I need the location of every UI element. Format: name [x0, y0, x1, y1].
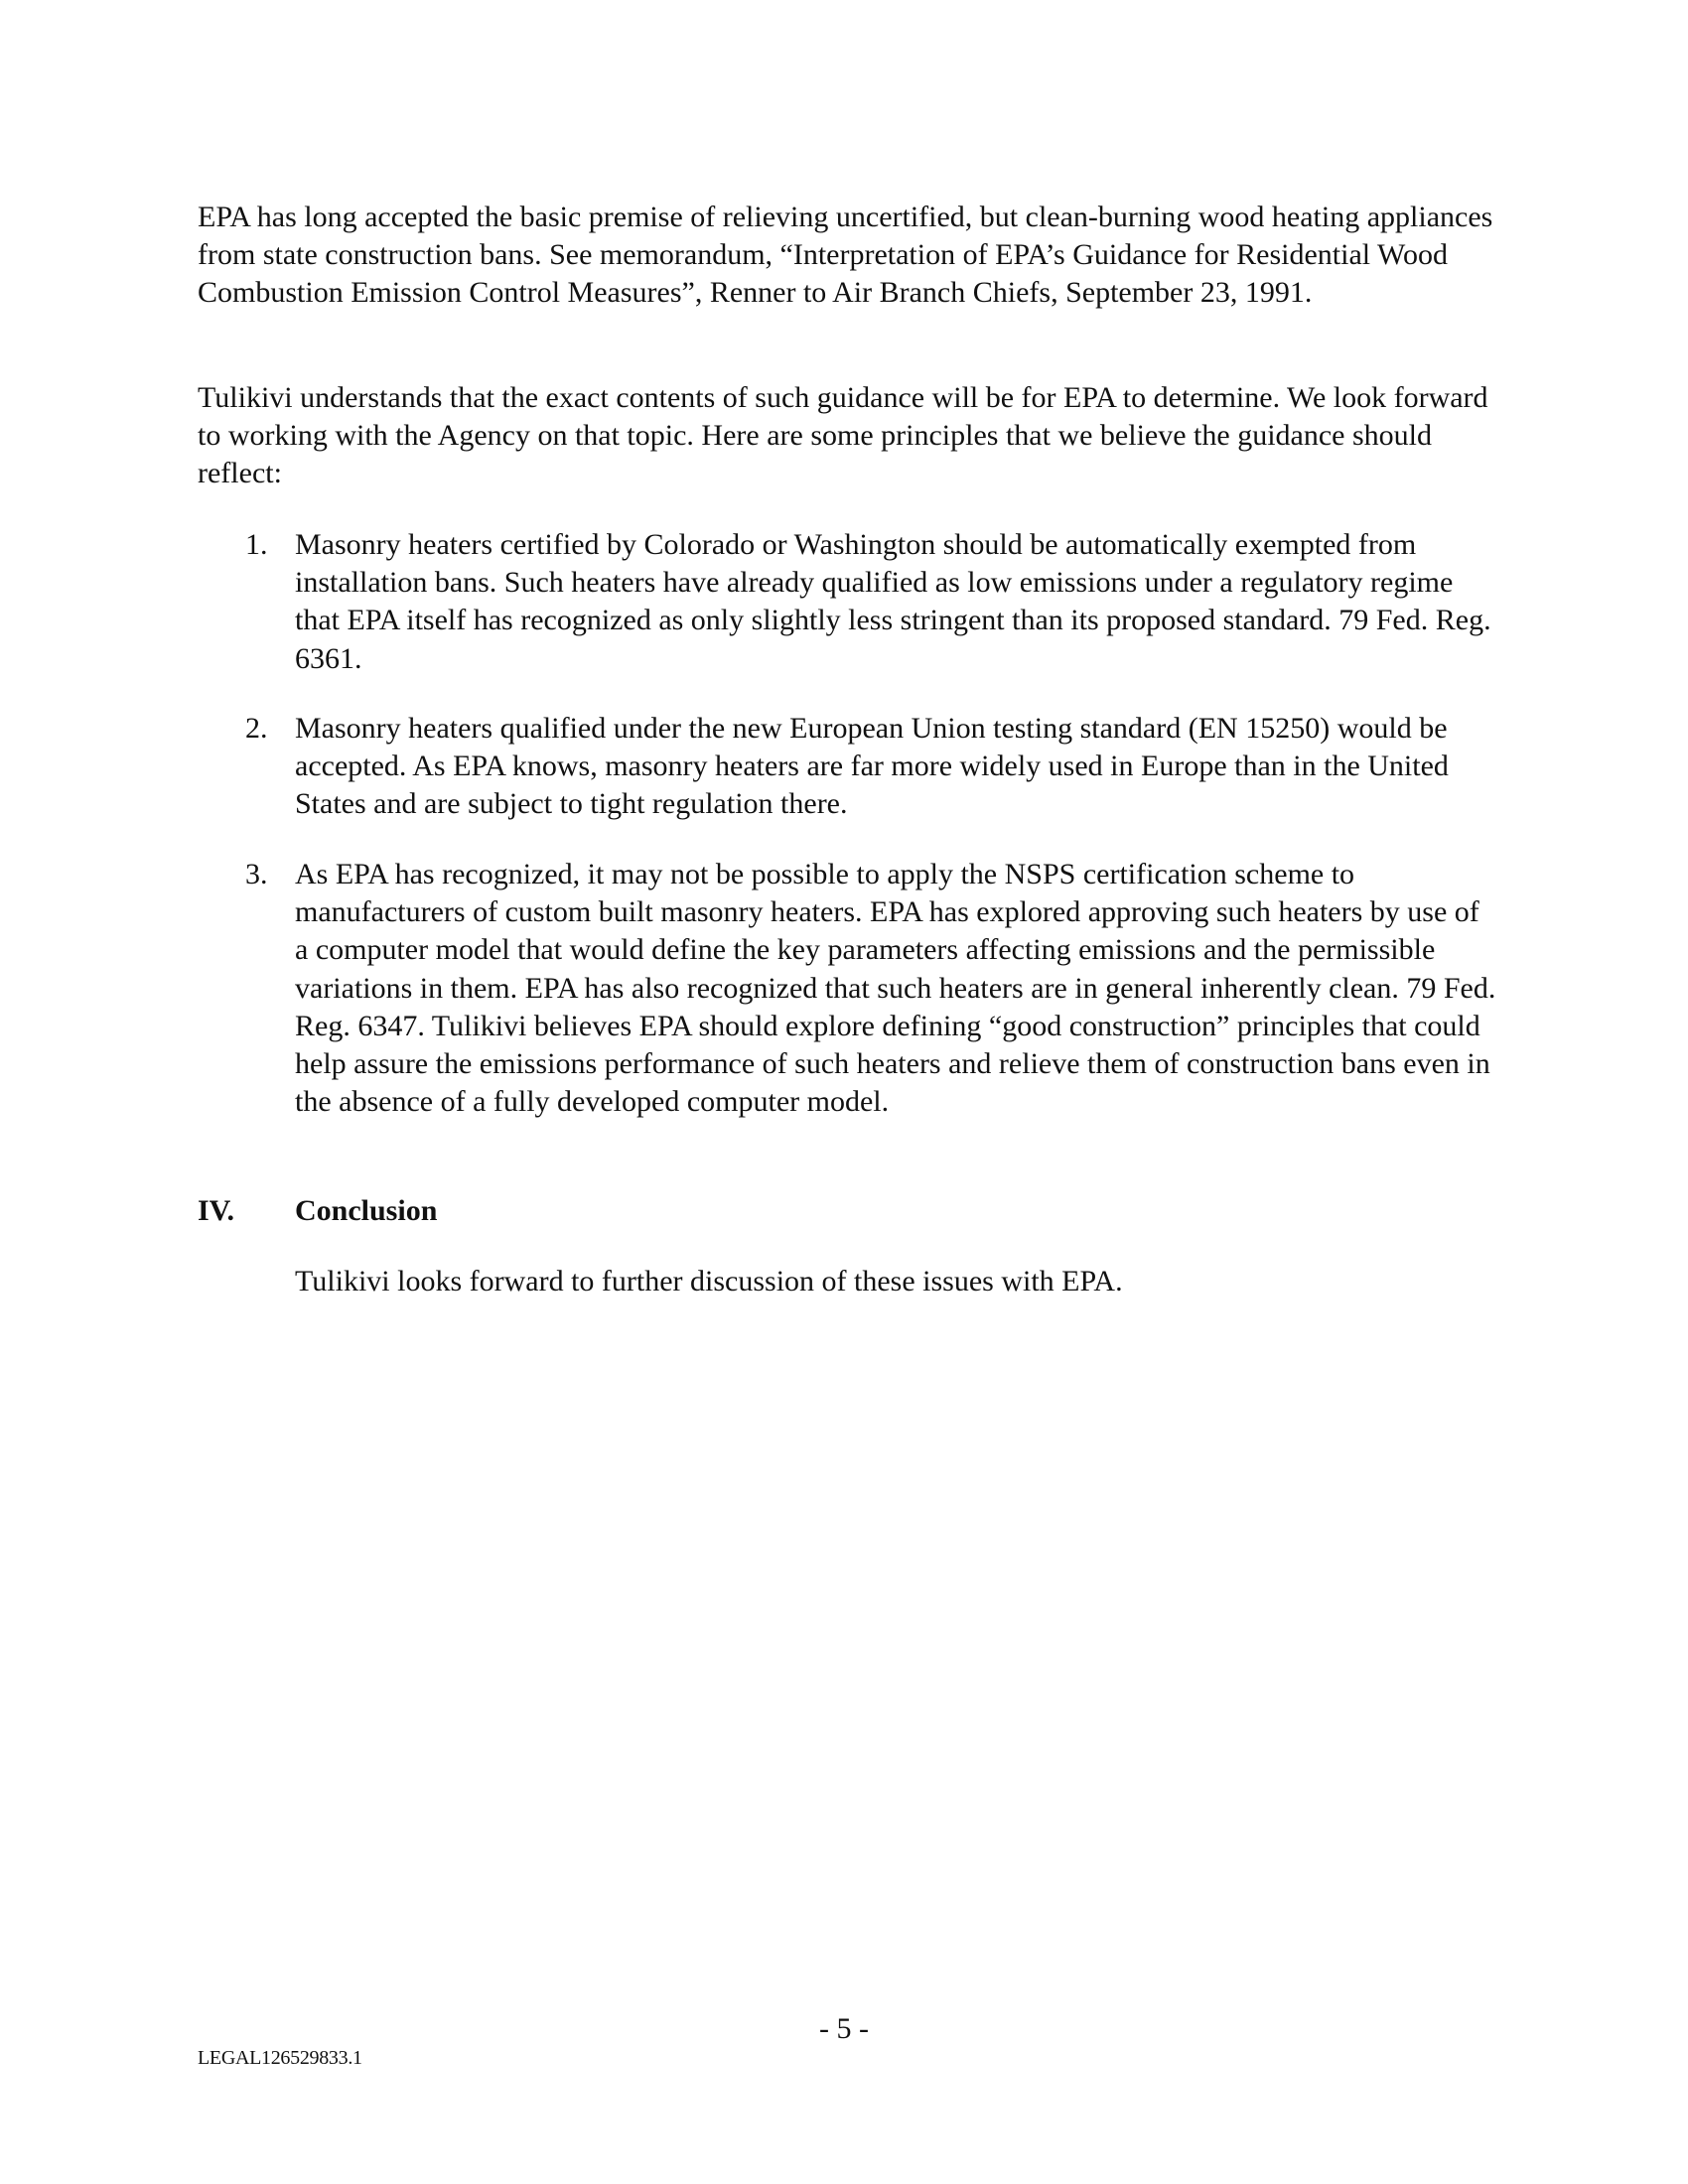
document-id: LEGAL126529833.1 — [198, 2047, 362, 2069]
list-item-number: 2. — [245, 712, 268, 745]
list-item-text: Masonry heaters certified by Colorado or Washington should be automatically exempted from installation bans. Such heaters have already qualified as low emissions under a regulatory regime that EPA itself has recognized as only slightly less stringent than its proposed standard. 79 Fed. Reg. 6361. — [295, 528, 1491, 675]
list-item-text: As EPA has recognized, it may not be possible to apply the NSPS certification scheme to manufacturers of custom built masonry heaters. EPA has explored approving such heaters by use of a computer model that would define the key parameters affecting emissions and the permissible variations in them. EPA has also recognized that such heaters are in general inherently clean. 79 Fed. Reg. 6347. Tulikivi believes EPA should explore defining “good construction” principles that could help assure the emissions performance of such heaters and relieve them of construction bans even in the absence of a fully developed computer model. — [295, 858, 1496, 1119]
page-number: - 5 - — [819, 2012, 869, 2045]
conclusion-text: Tulikivi looks forward to further discussion of these issues with EPA. — [295, 1265, 1123, 1297]
list-item-number: 1. — [245, 528, 268, 561]
section-title: Conclusion — [295, 1194, 438, 1227]
list-item-number: 3. — [245, 858, 268, 890]
section-number: IV. — [198, 1194, 234, 1227]
paragraph-guidance-principles: Tulikivi understands that the exact contents of such guidance will be for EPA to determine. We look forward to working with the Agency on that topic. Here are some principles that we believe the guidance should reflect: — [198, 381, 1488, 490]
list-item-text: Masonry heaters qualified under the new European Union testing standard (EN 15250) would be accepted. As EPA knows, masonry heaters are far more widely used in Europe than in the United States and are subject to tight regulation there. — [295, 712, 1449, 821]
paragraph-epa-premise: EPA has long accepted the basic premise of relieving uncertified, but clean-burning wood heating appliances from state construction bans. See memorandum, “Interpretation of EPA’s Guidance for Residential Wood Combustion Emission Control Measures”, Renner to Air Branch Chiefs, September 23, 1991. — [198, 201, 1493, 310]
